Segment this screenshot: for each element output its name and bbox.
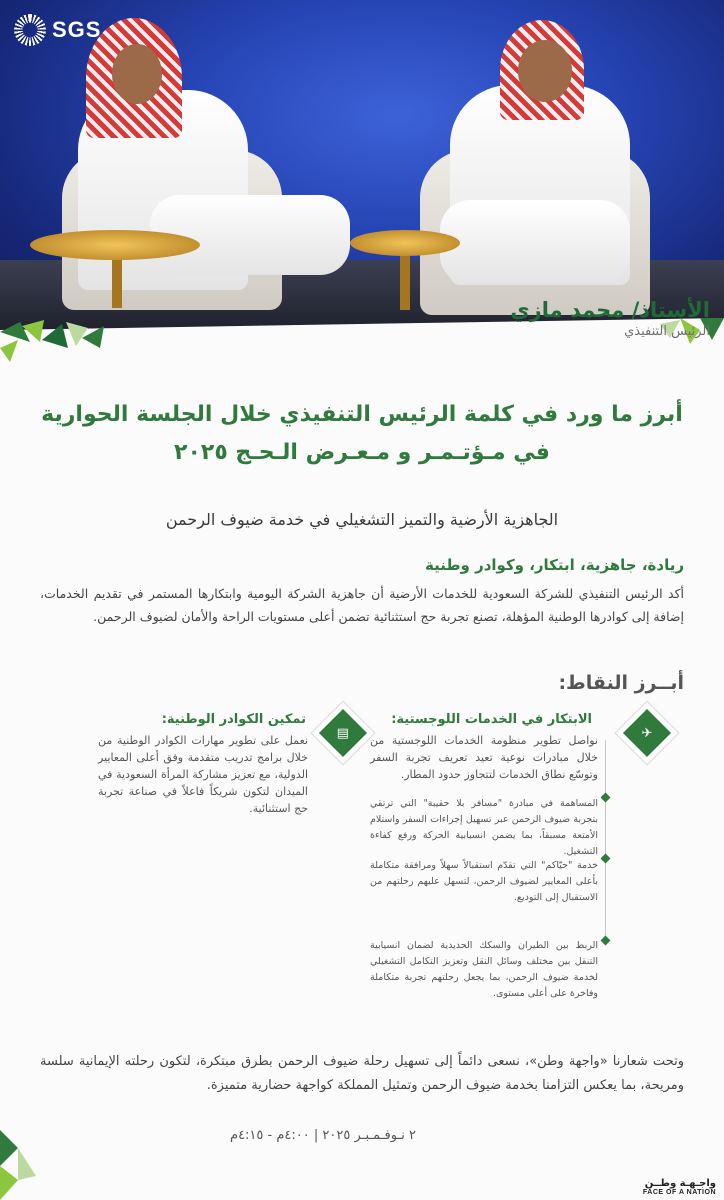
corner-triangle-pattern — [0, 1130, 40, 1200]
timeline-line — [605, 740, 606, 945]
footer-logo-english: FACE OF A NATION — [642, 1189, 716, 1196]
footer-logo-arabic: واجـهـة وطــن — [644, 1178, 716, 1189]
timeline-dot — [601, 936, 611, 946]
sgs-logo-icon — [14, 14, 46, 46]
headline-line-1: أبرز ما ورد في كلمة الرئيس التنفيذي خلال الجلسة الحوارية — [41, 402, 683, 427]
table-right — [350, 230, 460, 256]
table-left — [30, 230, 200, 260]
sgs-logo — [14, 14, 101, 46]
face-of-a-nation-logo — [643, 1178, 716, 1196]
headline-line-2: في مـؤتـمـر و مـعـرض الـحـج ٢٠٢٥ — [174, 440, 550, 465]
logistics-bullet: الربط بين الطيران والسكك الحديدية لضمان انسيابية التنقل بين مختلف وسائل النقل وتعزيز التكامل التشغيلي لخدمة ضيوف الرحمن، بما يجعل رحلتهم تجربة متكاملة وفاخرة على أعلى مستوى. — [370, 940, 598, 999]
speaker-name: الأستاذ/ محمد مازي — [510, 298, 710, 322]
table-right-leg — [400, 250, 410, 310]
highlights-title: أبــرز النقاط: — [558, 672, 684, 694]
cadres-icon-badge — [310, 700, 375, 765]
logistics-title: الابتكار في الخدمات اللوجستية: — [391, 712, 592, 727]
timeline-dot — [601, 854, 611, 864]
hero-photo — [0, 0, 724, 330]
person-left-face — [112, 44, 162, 104]
logistics-body: نواصل تطوير منظومة الخدمات اللوجستية من خلال مبادرات نوعية تعيد تعريف تجربة السفر وتوسّع نطاق الخدمات لتتجاوز حدود المطار. — [370, 734, 598, 781]
cadres-title: تمكين الكوادر الوطنية: — [161, 712, 306, 727]
plane-icon: ✈ — [641, 725, 653, 741]
subheadline: الجاهزية الأرضية والتميز التشغيلي في خدمة ضيوف الرحمن — [165, 510, 559, 529]
intro-title: ريادة، جاهزية، ابتكار، وكوادر وطنية — [425, 556, 684, 574]
speaker-caption — [510, 298, 710, 339]
headline — [40, 396, 684, 472]
timeline-dot — [601, 793, 611, 803]
person-right-face — [518, 40, 572, 102]
logistics-bullet: خدمة "حيّاكم" التي تقدّم استقبالاً سهلاً ومرافقة متكاملة بأعلى المعايير لضيوف الرحمن، لتسهل عليهم رحلتهم من الاستقبال إلى التوديع. — [370, 860, 598, 903]
speaker-role: الرئيس التنفيذي — [624, 324, 710, 339]
cadres-body: نعمل على تطوير مهارات الكوادر الوطنية من خلال برامج تدريب متقدمة وفق أعلى المعايير الدولية، مع تعزيز مشاركة المرأة السعودية في الميدان لتكون شريكاً فاعلاً في صناعة تجربة حج استثنائية. — [98, 734, 308, 815]
logistics-icon-badge — [614, 700, 679, 765]
training-board-icon: ▤ — [336, 725, 350, 741]
intro-paragraph: أكد الرئيس التنفيذي للشركة السعودية للخدمات الأرضية أن جاهزية الشركة اليومية وابتكارها المستمر في تقديم الخدمات، إضافة إلى كوادرها الوطنية المؤهلة، تصنع تجربة حج استثنائية تضمن أعلى مستويات الراحة والأمان لضيوف الرحمن. — [40, 586, 684, 624]
person-right-legs — [440, 200, 630, 285]
closing-paragraph: وتحت شعارنا «واجهة وطن»، نسعى دائماً إلى تسهيل رحلة ضيوف الرحمن بطرق مبتكرة، لتكون رحلته الإيمانية سلسة ومريحة، بما يعكس التزامنا بخدمة ضيوف الرحمن وتمثيل المملكة كواجهة حضارية متميزة. — [40, 1054, 684, 1093]
event-dateline: ٢ نـوفـمـبـر ٢٠٢٥ | ٤:٠٠م - ٤:١٥م — [230, 1128, 416, 1143]
logistics-bullet: المساهمة في مبادرة "مسافر بلا حقيبة" التي ترتقي بتجربة ضيوف الرحمن عبر تسهيل إجراءات السفر واستلام الأمتعة مسبقاً، بما يضمن انسيابية الحركة ورفع كفاءة التشغيل. — [370, 798, 598, 857]
sgs-logo-text: SGS — [52, 17, 102, 42]
